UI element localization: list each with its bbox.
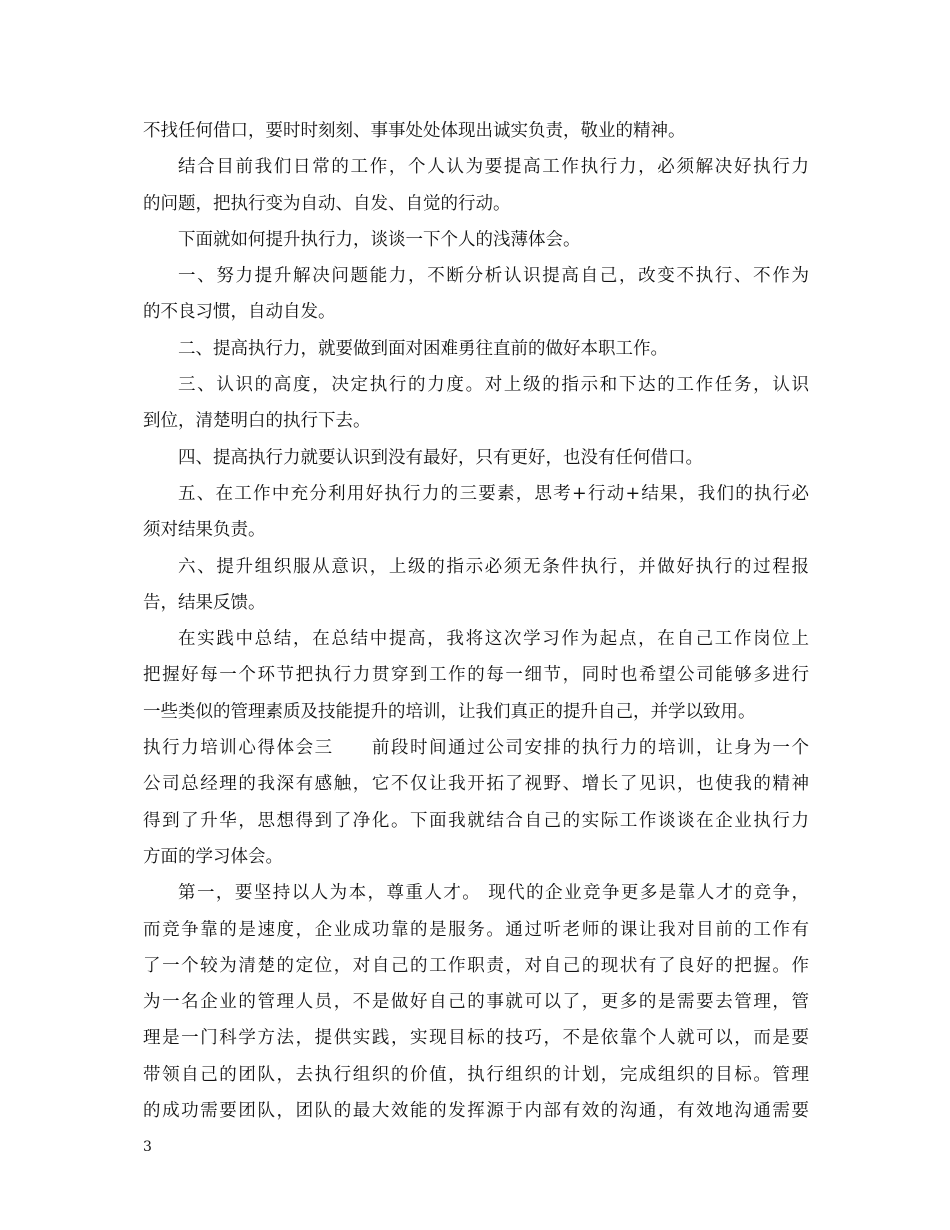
- text-line: 把握好每一个环节把执行力贯穿到工作的每一细节，同时也希望公司能够多进行: [143, 665, 809, 686]
- text-line: 的问题，把执行变为自动、自发、自觉的行动。: [143, 193, 511, 214]
- text-line: 告，结果反馈。: [143, 592, 266, 613]
- text-line: 了一个较为清楚的定位，对自己的工作职责，对自己的现状有了良好的把握。作: [143, 955, 809, 976]
- text-line: 在实践中总结，在总结中提高，我将这次学习作为起点，在自己工作岗位上: [178, 629, 809, 650]
- text-line: 公司总经理的我深有感触，它不仅让我开拓了视野、增长了见识，也使我的精神: [143, 774, 809, 795]
- text-line: 二、提高执行力，就要做到面对困难勇往直前的做好本职工作。: [178, 338, 668, 359]
- text-line: 下面就如何提升执行力，谈谈一下个人的浅薄体会。: [178, 229, 581, 250]
- text-line: 六、提升组织服从意识，上级的指示必须无条件执行，并做好执行的过程报: [178, 556, 809, 577]
- text-line: 不找任何借口，要时时刻刻、事事处处体现出诚实负责，敬业的精神。: [143, 121, 686, 141]
- text-line: 的成功需要团队，团队的最大效能的发挥源于内部有效的沟通，有效地沟通需要: [143, 1101, 809, 1122]
- text-line: 得到了升华，思想得到了净化。下面我就结合自己的实际工作谈谈在企业执行力: [143, 810, 809, 831]
- text-line: 为一名企业的管理人员，不是做好自己的事就可以了，更多的是需要去管理，管: [143, 992, 809, 1013]
- text-line: 三、认识的高度，决定执行的力度。对上级的指示和下达的工作任务，认识: [178, 375, 809, 396]
- text-line: 五、在工作中充分利用好执行力的三要素，思考+行动+结果，我们的执行必: [178, 483, 809, 504]
- text-line: 四、提高执行力就要认识到没有最好，只有更好，也没有任何借口。: [178, 447, 703, 468]
- text-line: 理是一门科学方法，提供实践，实现目标的技巧，不是依靠个人就可以，而是要: [143, 1028, 809, 1049]
- text-line: 到位，清楚明白的执行下去。: [143, 411, 371, 432]
- text-line: 的不良习惯，自动自发。: [143, 302, 336, 323]
- text-line: 结合目前我们日常的工作，个人认为要提高工作执行力，必须解决好执行力: [178, 157, 809, 178]
- page-number: 3: [143, 1139, 152, 1155]
- text-line: 方面的学习体会。: [143, 846, 283, 867]
- body-text: [143, 113, 809, 1129]
- text-line: 第一，要坚持以人为本，尊重人才。 现代的企业竞争更多是靠人才的竞争，: [178, 883, 809, 904]
- text-line: 一些类似的管理素质及技能提升的培训，让我们真正的提升自己，并学以致用。: [143, 701, 756, 722]
- text-line: 而竞争靠的是速度，企业成功靠的是服务。通过听老师的课让我对目前的工作有: [143, 919, 809, 940]
- text-line: 一、努力提升解决问题能力，不断分析认识提高自己，改变不执行、不作为: [178, 266, 809, 287]
- text-line: 带领自己的团队，去执行组织的价值，执行组织的计划，完成组织的目标。管理: [143, 1064, 809, 1085]
- text-line: 须对结果负责。: [143, 520, 266, 541]
- text-line: 执行力培训心得体会三 前段时间通过公司安排的执行力的培训，让身为一个: [143, 738, 809, 759]
